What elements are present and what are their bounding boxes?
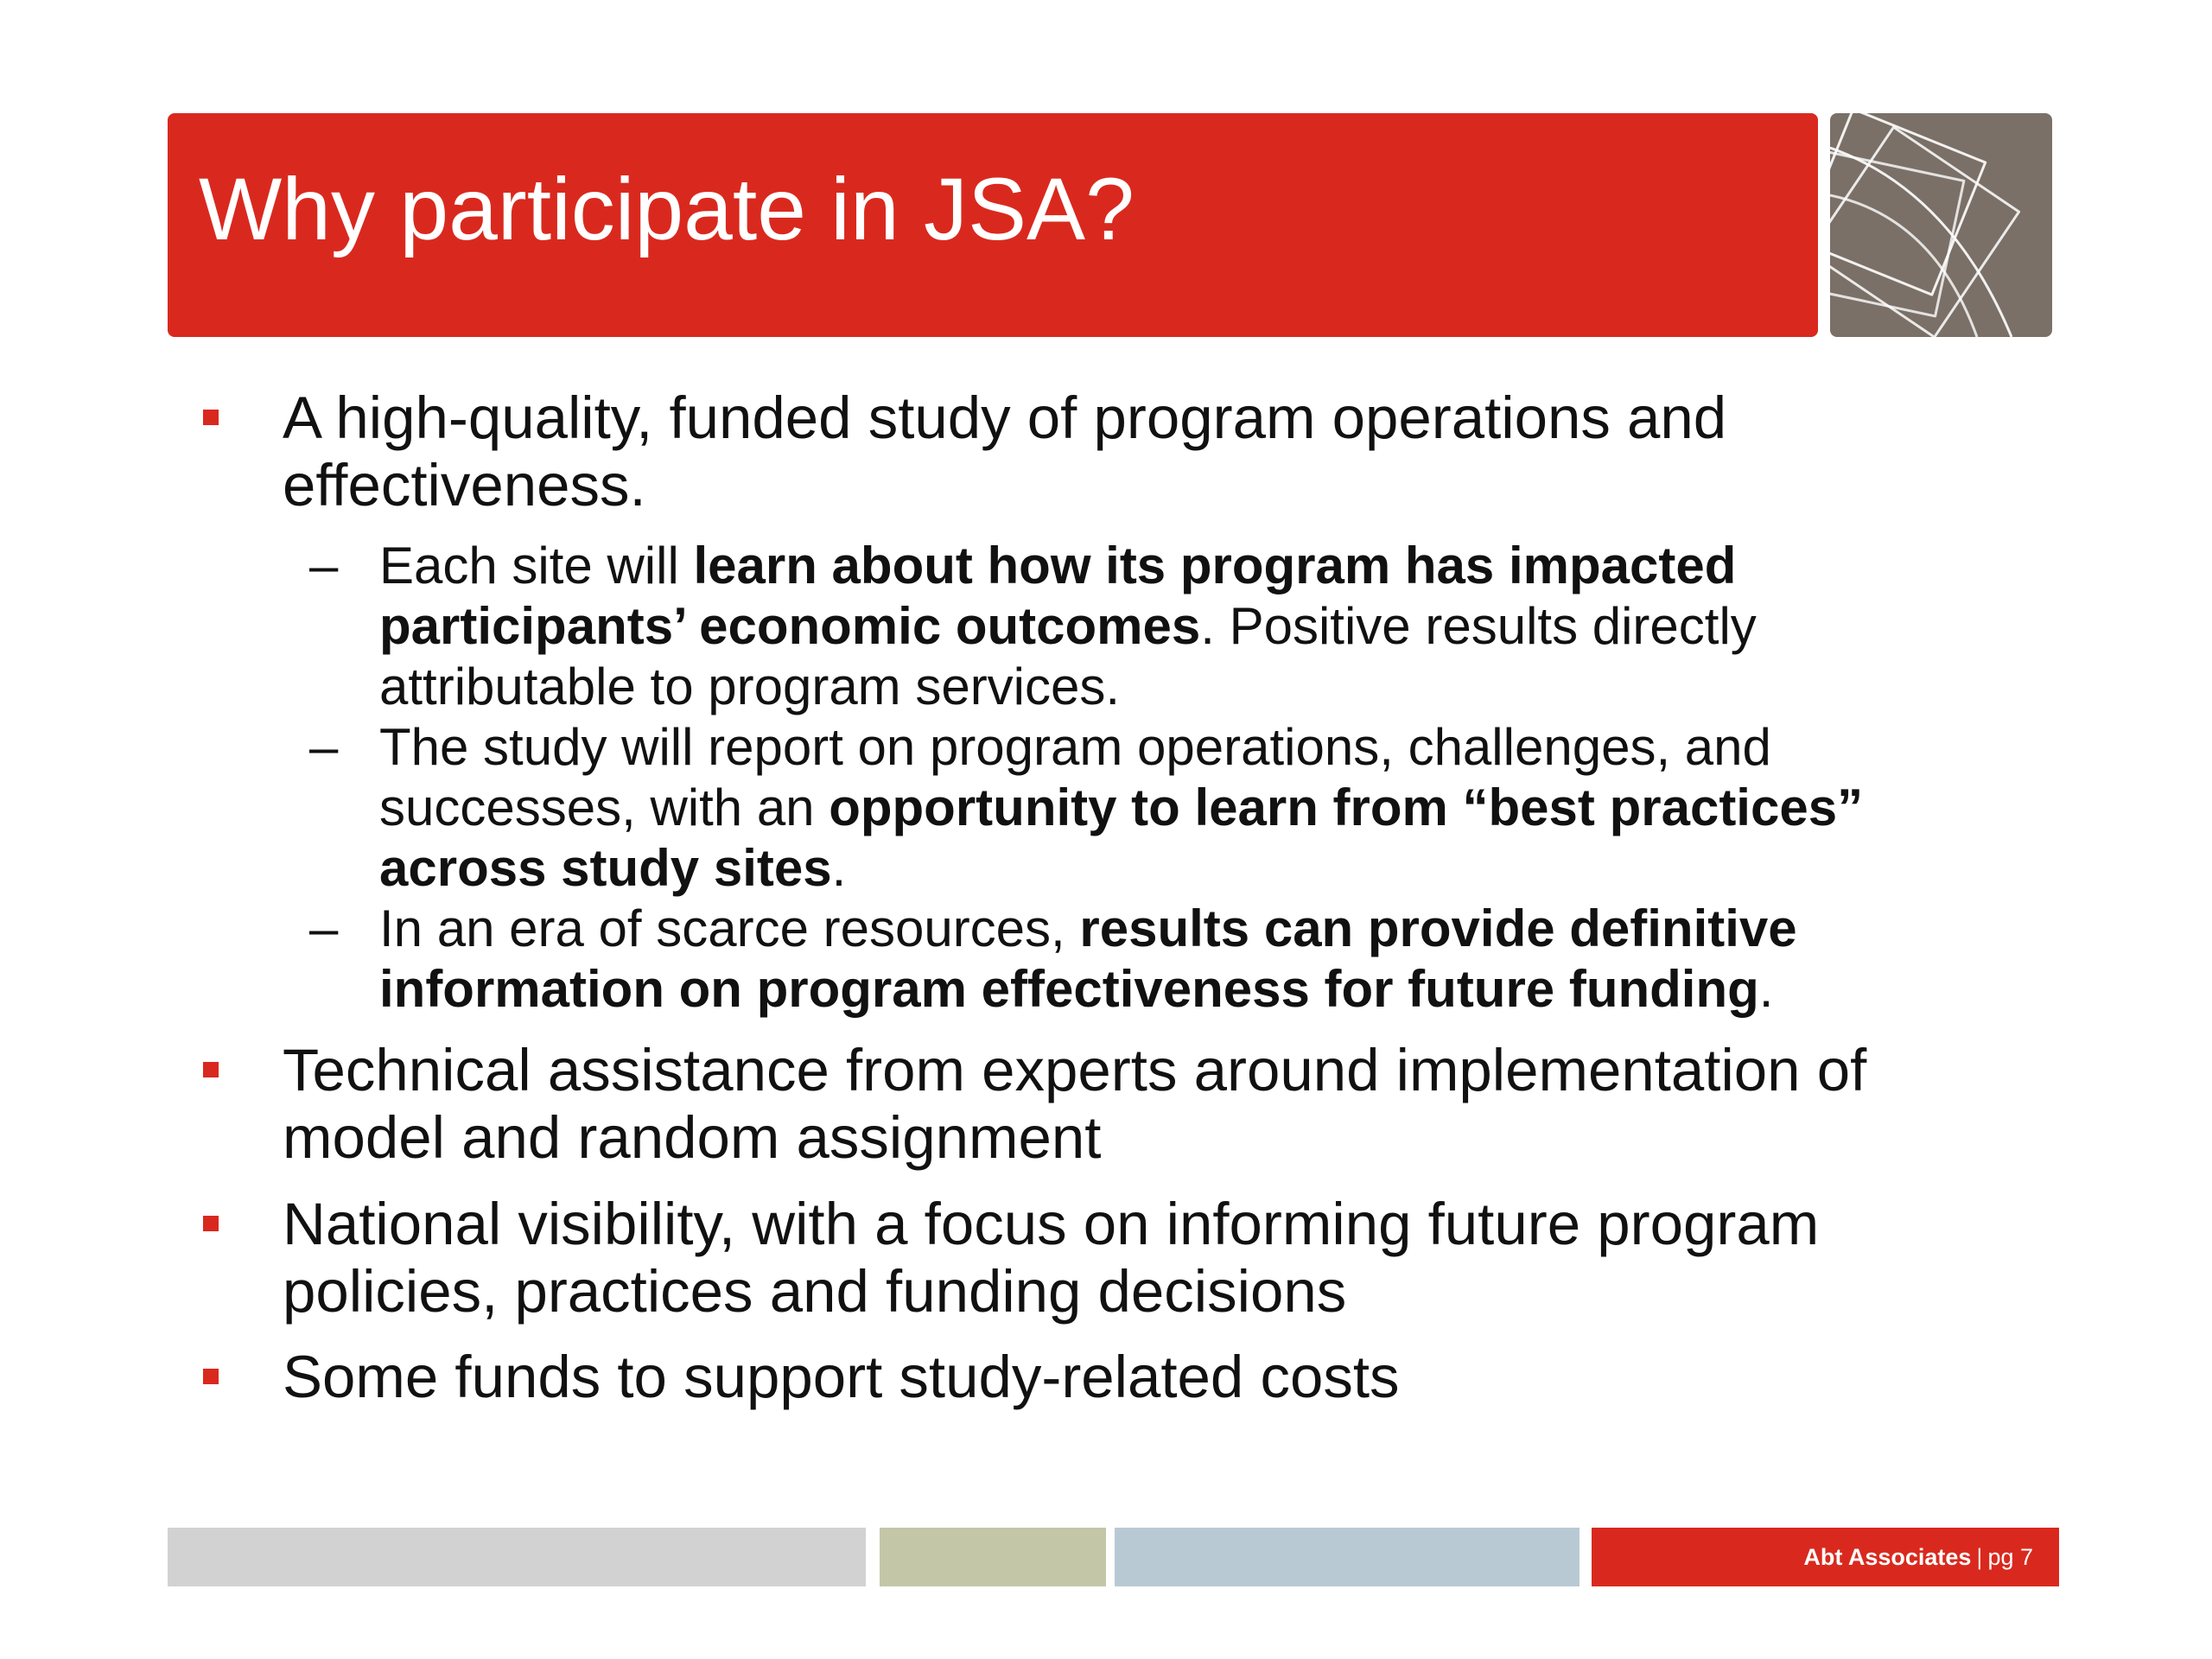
dash-marker: – xyxy=(309,899,339,957)
sub-bullet-2: – The study will report on program operations, challenges, and successes, with an opportunity to learn from “best practices” across study sites. xyxy=(309,718,1864,897)
bullet-square-icon xyxy=(203,1369,219,1384)
company-name: Abt Associates xyxy=(1803,1544,1972,1570)
sub-bullet-1: – Each site will learn about how its program has impacted participants’ economic outcomes. Positive results directly attributable to program services. xyxy=(309,537,1757,715)
bullet-square-icon xyxy=(203,410,219,425)
footer-bar-gray xyxy=(168,1528,866,1586)
footer-label xyxy=(1803,1528,2033,1586)
bullet-square-icon xyxy=(203,1062,219,1077)
bullet-square-icon xyxy=(203,1216,219,1231)
bullet-3: National visibility, with a focus on informing future program policies, practices and funding decisions xyxy=(283,1191,1976,1325)
bullet-2: Technical assistance from experts around implementation of model and random assignment xyxy=(283,1037,1976,1172)
footer-separator: | xyxy=(1976,1544,1983,1570)
footer-bar-olive xyxy=(880,1528,1106,1586)
bullet-4: Some funds to support study-related costs xyxy=(283,1344,1976,1411)
sub-bullet-3: – In an era of scarce resources, results can provide definitive information on program effectiveness for future funding. xyxy=(309,899,1797,1018)
page-number: pg 7 xyxy=(1987,1544,2033,1570)
footer-bar-blue xyxy=(1115,1528,1580,1586)
slide-title: Why participate in JSA? xyxy=(199,160,1135,258)
dash-marker: – xyxy=(309,537,339,594)
dash-marker: – xyxy=(309,718,339,776)
bullet-1: A high-quality, funded study of program operations and effectiveness. xyxy=(283,385,1976,519)
footer-bar-red xyxy=(1592,1528,2059,1586)
